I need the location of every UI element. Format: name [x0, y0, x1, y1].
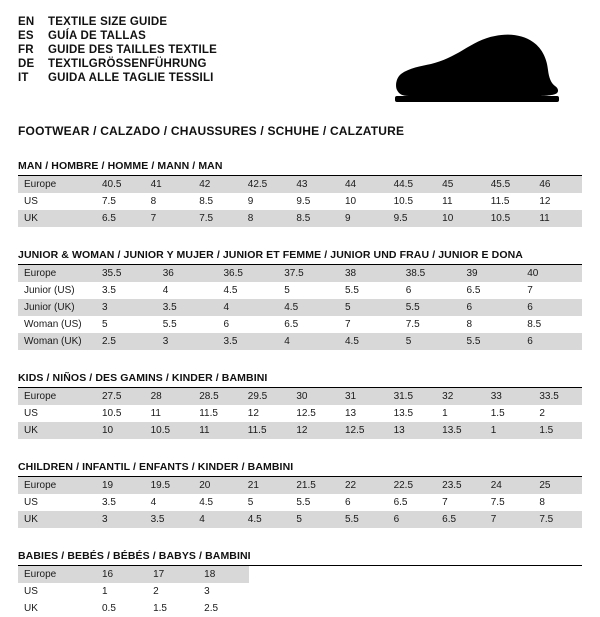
- section-title: JUNIOR & WOMAN / JUNIOR Y MUJER / JUNIOR ET FEMME / JUNIOR UND FRAU / JUNIOR E DONA: [18, 249, 582, 265]
- table-row: [18, 388, 582, 405]
- cell: 6.5: [96, 210, 145, 227]
- cell: 8.5: [193, 193, 242, 210]
- cell: 12: [290, 422, 339, 439]
- cell: 10.5: [145, 422, 194, 439]
- cell: 5.5: [339, 511, 388, 528]
- language-row: [18, 72, 217, 84]
- row-label: US: [18, 193, 96, 210]
- cell: 13.5: [388, 405, 437, 422]
- language-title: GUÍA DE TALLAS: [48, 30, 146, 42]
- cell: 5: [290, 511, 339, 528]
- cell: 42: [193, 176, 242, 193]
- cell: 3: [157, 333, 218, 350]
- cell: 6: [400, 282, 461, 299]
- cell: 2.5: [198, 600, 249, 617]
- row-label: Europe: [18, 566, 96, 583]
- table-row: [18, 422, 582, 439]
- cell: 28: [145, 388, 194, 405]
- cell: 2.5: [96, 333, 157, 350]
- cell: 28.5: [193, 388, 242, 405]
- cell: 29.5: [242, 388, 291, 405]
- cell: 8: [533, 494, 582, 511]
- cell: 39: [461, 265, 522, 282]
- cell: 4.5: [278, 299, 339, 316]
- cell: 7: [145, 210, 194, 227]
- size-table-junior-woman: [18, 265, 582, 350]
- cell: 5.5: [400, 299, 461, 316]
- cell: 1: [96, 583, 147, 600]
- size-table-kids: [18, 388, 582, 439]
- cell: 6: [218, 316, 279, 333]
- cell: 7.5: [96, 193, 145, 210]
- table-row: [18, 299, 582, 316]
- cell: 11: [436, 193, 485, 210]
- cell: 9: [242, 193, 291, 210]
- cell: 6: [461, 299, 522, 316]
- row-label: Europe: [18, 265, 96, 282]
- cell: 7.5: [485, 494, 534, 511]
- cell: 37.5: [278, 265, 339, 282]
- cell: 5.5: [461, 333, 522, 350]
- row-label: Europe: [18, 176, 96, 193]
- table-row: [18, 333, 582, 350]
- row-label: Woman (UK): [18, 333, 96, 350]
- cell: 4.5: [193, 494, 242, 511]
- table-row: [18, 494, 582, 511]
- dress-shoe-icon: [387, 28, 562, 108]
- row-label: Junior (UK): [18, 299, 96, 316]
- cell: 5: [339, 299, 400, 316]
- cell: 4.5: [218, 282, 279, 299]
- cell: 5: [242, 494, 291, 511]
- table-row: [18, 316, 582, 333]
- table-row: [18, 193, 582, 210]
- cell: 4: [193, 511, 242, 528]
- cell: 12.5: [339, 422, 388, 439]
- section-children: [18, 461, 582, 528]
- cell: 5.5: [157, 316, 218, 333]
- cell: 5: [400, 333, 461, 350]
- size-table-man: [18, 176, 582, 227]
- table-row: [18, 583, 249, 600]
- cell: 5.5: [339, 282, 400, 299]
- cell: 7.5: [193, 210, 242, 227]
- language-title: TEXTILGRÖSSENFÜHRUNG: [48, 58, 207, 70]
- size-table-babies: [18, 566, 249, 617]
- size-table-children: [18, 477, 582, 528]
- cell: 8: [461, 316, 522, 333]
- table-row: [18, 511, 582, 528]
- cell: 41: [145, 176, 194, 193]
- cell: 6: [521, 333, 582, 350]
- table-row: [18, 405, 582, 422]
- cell: 11.5: [485, 193, 534, 210]
- row-label: US: [18, 405, 96, 422]
- section-babies: [18, 550, 582, 617]
- cell: 10: [436, 210, 485, 227]
- cell: 6.5: [278, 316, 339, 333]
- row-label: US: [18, 494, 96, 511]
- cell: 3.5: [218, 333, 279, 350]
- language-title: GUIDE DES TAILLES TEXTILE: [48, 44, 217, 56]
- cell: 11: [193, 422, 242, 439]
- cell: 20: [193, 477, 242, 494]
- cell: 5: [278, 282, 339, 299]
- cell: 6: [388, 511, 437, 528]
- cell: 44.5: [388, 176, 437, 193]
- cell: 3.5: [96, 494, 145, 511]
- cell: 32: [436, 388, 485, 405]
- language-title-list: [18, 16, 217, 84]
- row-label: UK: [18, 422, 96, 439]
- table-row: [18, 210, 582, 227]
- cell: 18: [198, 566, 249, 583]
- cell: 38: [339, 265, 400, 282]
- cell: 8: [145, 193, 194, 210]
- cell: 7: [521, 282, 582, 299]
- cell: 33: [485, 388, 534, 405]
- cell: 5.5: [290, 494, 339, 511]
- cell: 31.5: [388, 388, 437, 405]
- section-title: CHILDREN / INFANTIL / ENFANTS / KINDER / BAMBINI: [18, 461, 582, 477]
- cell: 11: [145, 405, 194, 422]
- language-code: DE: [18, 58, 35, 70]
- row-label: Junior (US): [18, 282, 96, 299]
- language-title: GUIDA ALLE TAGLIE TESSILI: [48, 72, 214, 84]
- cell: 12.5: [290, 405, 339, 422]
- cell: 9.5: [388, 210, 437, 227]
- cell: 22.5: [388, 477, 437, 494]
- cell: 6.5: [461, 282, 522, 299]
- cell: 31: [339, 388, 388, 405]
- cell: 22: [339, 477, 388, 494]
- cell: 10: [96, 422, 145, 439]
- cell: 1.5: [485, 405, 534, 422]
- cell: 13: [388, 422, 437, 439]
- language-row: [18, 30, 217, 42]
- cell: 33.5: [533, 388, 582, 405]
- cell: 17: [147, 566, 198, 583]
- cell: 4.5: [339, 333, 400, 350]
- cell: 7: [485, 511, 534, 528]
- cell: 7: [339, 316, 400, 333]
- category-line: FOOTWEAR / CALZADO / CHAUSSURES / SCHUHE / CALZATURE: [18, 124, 405, 138]
- header: [18, 16, 582, 108]
- language-row: [18, 16, 217, 28]
- cell: 10.5: [388, 193, 437, 210]
- cell: 3: [198, 583, 249, 600]
- cell: 25: [533, 477, 582, 494]
- cell: 42.5: [242, 176, 291, 193]
- cell: 3.5: [96, 282, 157, 299]
- cell: 2: [533, 405, 582, 422]
- row-label: Europe: [18, 477, 96, 494]
- cell: 3.5: [145, 511, 194, 528]
- row-label: UK: [18, 600, 96, 617]
- table-row: [18, 176, 582, 193]
- cell: 6.5: [388, 494, 437, 511]
- cell: 1: [485, 422, 534, 439]
- cell: 19: [96, 477, 145, 494]
- cell: 1: [436, 405, 485, 422]
- cell: 3.5: [157, 299, 218, 316]
- cell: 7: [436, 494, 485, 511]
- table-row: [18, 566, 249, 583]
- cell: 6: [339, 494, 388, 511]
- cell: 5: [96, 316, 157, 333]
- cell: 40.5: [96, 176, 145, 193]
- cell: 6.5: [436, 511, 485, 528]
- section-title: MAN / HOMBRE / HOMME / MANN / MAN: [18, 160, 582, 176]
- cell: 3: [96, 511, 145, 528]
- cell: 9: [339, 210, 388, 227]
- cell: 45.5: [485, 176, 534, 193]
- section-junior-woman: [18, 249, 582, 350]
- cell: 6: [521, 299, 582, 316]
- cell: 23.5: [436, 477, 485, 494]
- cell: 8: [242, 210, 291, 227]
- cell: 11.5: [193, 405, 242, 422]
- language-row: [18, 58, 217, 70]
- cell: 1.5: [147, 600, 198, 617]
- cell: 10: [339, 193, 388, 210]
- cell: 10.5: [485, 210, 534, 227]
- language-title: TEXTILE SIZE GUIDE: [48, 16, 168, 28]
- section-kids: [18, 372, 582, 439]
- cell: 16: [96, 566, 147, 583]
- cell: 19.5: [145, 477, 194, 494]
- table-row: [18, 282, 582, 299]
- cell: 36.5: [218, 265, 279, 282]
- row-label: Europe: [18, 388, 96, 405]
- cell: 1.5: [533, 422, 582, 439]
- cell: 27.5: [96, 388, 145, 405]
- section-title: BABIES / BEBÉS / BÉBÉS / BABYS / BAMBINI: [18, 550, 582, 566]
- cell: 2: [147, 583, 198, 600]
- cell: 13: [339, 405, 388, 422]
- section-man: [18, 160, 582, 227]
- cell: 12: [242, 405, 291, 422]
- cell: 7.5: [533, 511, 582, 528]
- cell: 43: [290, 176, 339, 193]
- cell: 4: [278, 333, 339, 350]
- language-code: FR: [18, 44, 34, 56]
- row-label: US: [18, 583, 96, 600]
- cell: 11.5: [242, 422, 291, 439]
- cell: 3: [96, 299, 157, 316]
- cell: 4: [145, 494, 194, 511]
- cell: 46: [533, 176, 582, 193]
- language-row: [18, 44, 217, 56]
- cell: 11: [533, 210, 582, 227]
- cell: 4: [157, 282, 218, 299]
- cell: 8.5: [521, 316, 582, 333]
- cell: 10.5: [96, 405, 145, 422]
- language-code: ES: [18, 30, 34, 42]
- cell: 0.5: [96, 600, 147, 617]
- table-row: [18, 477, 582, 494]
- cell: 24: [485, 477, 534, 494]
- section-title: KIDS / NIÑOS / DES GAMINS / KINDER / BAMBINI: [18, 372, 582, 388]
- cell: 8.5: [290, 210, 339, 227]
- cell: 4.5: [242, 511, 291, 528]
- row-label: UK: [18, 210, 96, 227]
- language-code: IT: [18, 72, 29, 84]
- cell: 35.5: [96, 265, 157, 282]
- table-row: [18, 265, 582, 282]
- cell: 45: [436, 176, 485, 193]
- cell: 21: [242, 477, 291, 494]
- row-label: Woman (US): [18, 316, 96, 333]
- cell: 38.5: [400, 265, 461, 282]
- cell: 13.5: [436, 422, 485, 439]
- cell: 36: [157, 265, 218, 282]
- cell: 40: [521, 265, 582, 282]
- language-code: EN: [18, 16, 35, 28]
- cell: 30: [290, 388, 339, 405]
- cell: 4: [218, 299, 279, 316]
- cell: 9.5: [290, 193, 339, 210]
- cell: 21.5: [290, 477, 339, 494]
- cell: 44: [339, 176, 388, 193]
- cell: 12: [533, 193, 582, 210]
- table-row: [18, 600, 249, 617]
- cell: 7.5: [400, 316, 461, 333]
- row-label: UK: [18, 511, 96, 528]
